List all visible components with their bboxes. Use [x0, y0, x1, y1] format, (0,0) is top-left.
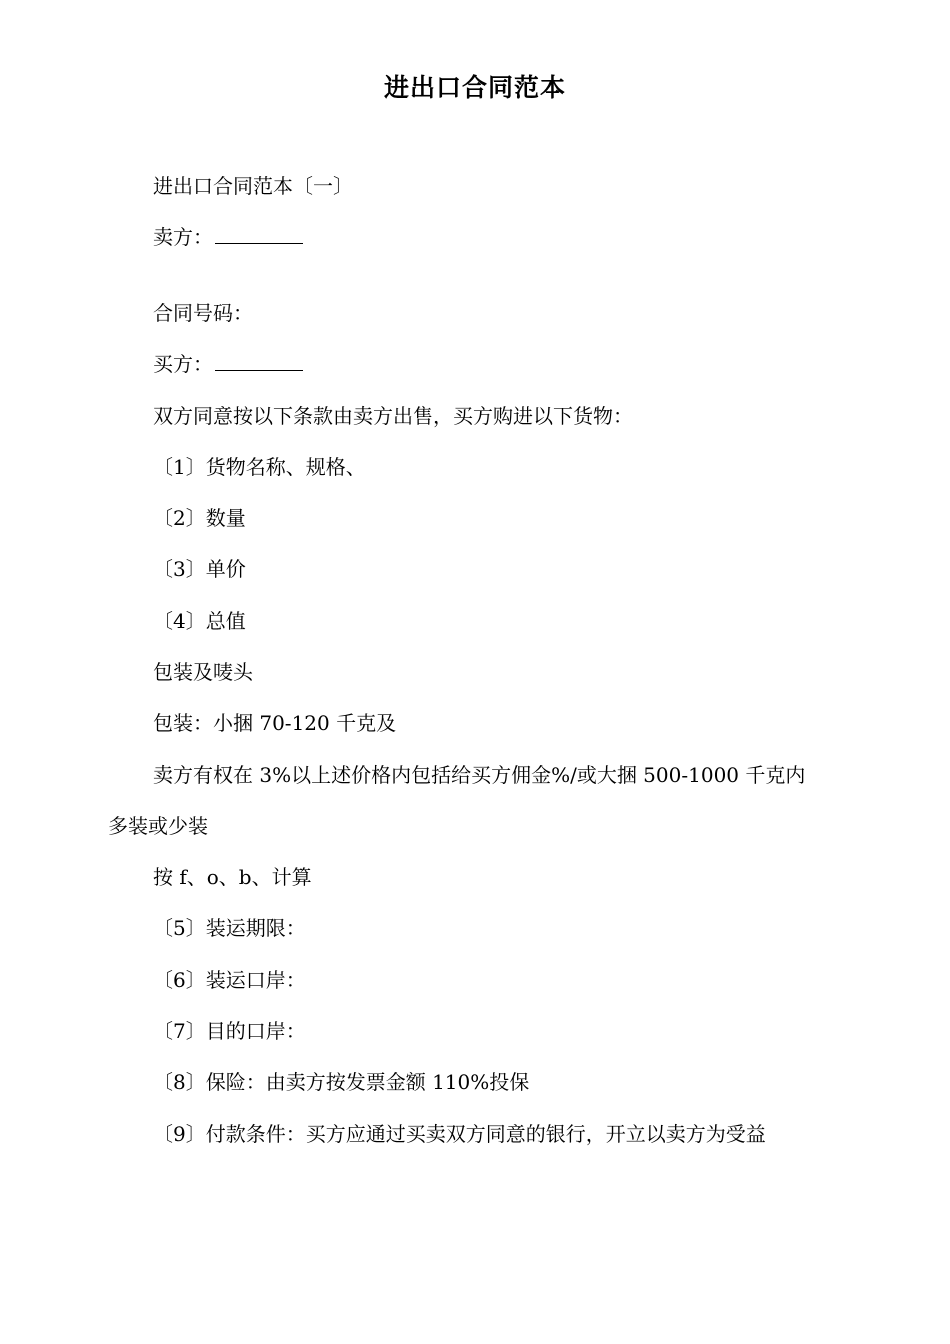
- item-1-line: 〔1〕货物名称、规格、: [153, 455, 366, 479]
- item-8-line: 〔8〕保险：由卖方按发票金额 110%投保: [153, 1070, 530, 1094]
- item-6-line: 〔6〕装运口岸：: [153, 968, 306, 992]
- item-3-line: 〔3〕单价: [153, 557, 246, 581]
- commission-line-a: 卖方有权在 3%以上述价格内包括给买方佣金%/或大捆 500-1000 千克内: [153, 763, 806, 787]
- seller-blank: [215, 225, 303, 244]
- seller-label: 卖方：: [153, 225, 213, 249]
- packing-title-line: 包装及唛头: [153, 660, 253, 684]
- subtitle-line: 进出口合同范本〔一〕: [153, 174, 353, 198]
- agreement-line: 双方同意按以下条款由卖方出售，买方购进以下货物：: [153, 404, 633, 428]
- item-7-line: 〔7〕目的口岸：: [153, 1019, 306, 1043]
- item-9-line: 〔9〕付款条件：买方应通过买卖双方同意的银行，开立以卖方为受益: [153, 1122, 766, 1146]
- packing-line: 包装：小捆 70-120 千克及: [153, 711, 397, 735]
- commission-line-b: 多装或少装: [108, 814, 208, 838]
- buyer-label: 买方：: [153, 352, 213, 376]
- calculation-line: 按 f、o、b、计算: [153, 865, 312, 889]
- document-title: 进出口合同范本: [383, 73, 566, 102]
- item-4-line: 〔4〕总值: [153, 609, 246, 633]
- buyer-blank: [215, 352, 303, 371]
- item-2-line: 〔2〕数量: [153, 506, 246, 530]
- contract-number-line: 合同号码：: [153, 301, 253, 325]
- item-5-line: 〔5〕装运期限：: [153, 916, 306, 940]
- seller-line: [153, 222, 303, 252]
- buyer-line: [153, 349, 303, 379]
